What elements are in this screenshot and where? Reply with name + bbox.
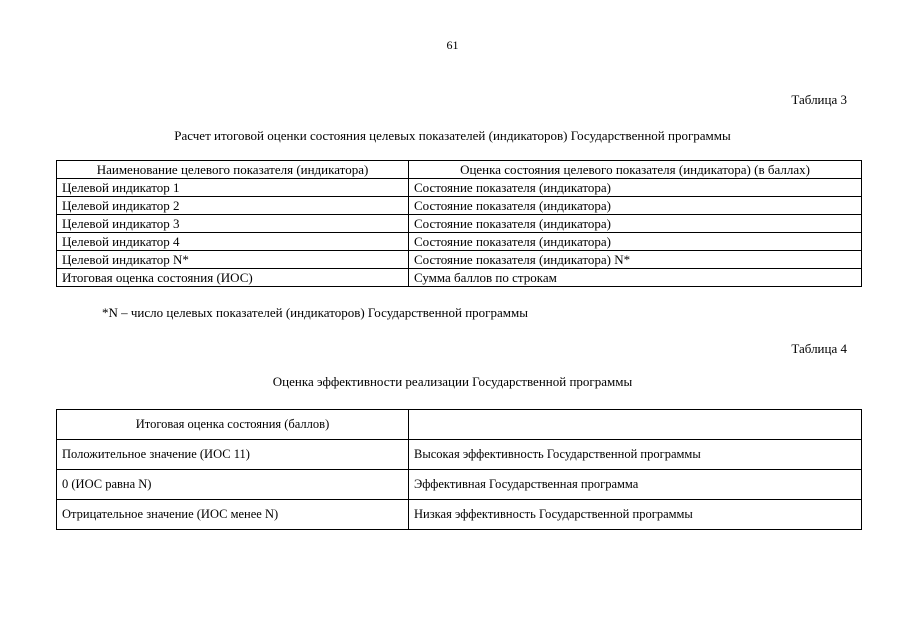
table4-header-cell: Итоговая оценка состояния (баллов): [57, 410, 409, 440]
table3-cell: Итоговая оценка состояния (ИОС): [57, 269, 409, 287]
table4-header-row: [57, 410, 862, 440]
table3-cell: Целевой индикатор 2: [57, 197, 409, 215]
page-number: 61: [446, 38, 459, 52]
table-row: [57, 470, 862, 500]
table3-header-row: [57, 161, 862, 179]
table4-cell: Положительное значение (ИОС 11): [57, 440, 409, 470]
table-row: [57, 215, 862, 233]
table-row: [57, 233, 862, 251]
table-row: [57, 197, 862, 215]
table3-label: Таблица 3: [791, 92, 847, 107]
table4-cell: Отрицательное значение (ИОС менее N): [57, 500, 409, 530]
table3-title: Расчет итоговой оценки состояния целевых показателей (индикаторов) Государственной программы: [174, 128, 731, 143]
table4-cell: Эффективная Государственная программа: [409, 470, 862, 500]
table3-cell: Состояние показателя (индикатора): [409, 215, 862, 233]
table4-label: Таблица 4: [791, 341, 847, 356]
table3-cell: Целевой индикатор N*: [57, 251, 409, 269]
table4-cell: Низкая эффективность Государственной программы: [409, 500, 862, 530]
table3-cell: Состояние показателя (индикатора): [409, 179, 862, 197]
table3-footnote: *N – число целевых показателей (индикаторов) Государственной программы: [102, 305, 528, 320]
table4-cell: Высокая эффективность Государственной программы: [409, 440, 862, 470]
table-row: [57, 500, 862, 530]
table3-cell: Целевой индикатор 4: [57, 233, 409, 251]
table3-cell: Целевой индикатор 1: [57, 179, 409, 197]
table-row: [57, 440, 862, 470]
table-row: [57, 251, 862, 269]
table4-cell: 0 (ИОС равна N): [57, 470, 409, 500]
table3-cell: Сумма баллов по строкам: [409, 269, 862, 287]
table4-title: Оценка эффективности реализации Государственной программы: [272, 374, 633, 389]
table3: [56, 160, 862, 287]
table3-cell: Состояние показателя (индикатора): [409, 233, 862, 251]
table3-cell: Состояние показателя (индикатора): [409, 197, 862, 215]
table3-cell: Целевой индикатор 3: [57, 215, 409, 233]
table3-header-cell: Наименование целевого показателя (индикатора): [57, 161, 409, 179]
table-row: [57, 269, 862, 287]
table3-header-cell: Оценка состояния целевого показателя (индикатора) (в баллах): [409, 161, 862, 179]
table3-cell: Состояние показателя (индикатора) N*: [409, 251, 862, 269]
table4-header-cell: [409, 410, 862, 440]
table4: [56, 409, 862, 530]
table-row: [57, 179, 862, 197]
